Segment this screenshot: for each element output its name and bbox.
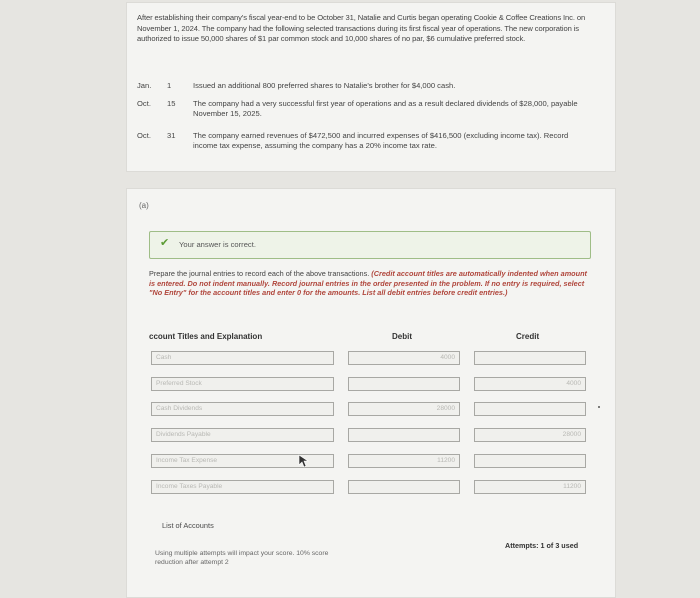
account-title-field[interactable]: Cash Dividends: [151, 402, 334, 416]
credit-amount-field[interactable]: [474, 402, 586, 416]
credit-amount-field[interactable]: [474, 351, 586, 365]
transaction-day: 1: [167, 81, 172, 90]
checkmark-icon: ✔: [160, 237, 170, 249]
instructions-emphasis: (Credit account titles are automatically indented when amount is entered. Do not indent manually. Record journal entries in the order presented in the problem. If no entry is required, select "No Entry" for the account titles and enter 0 for the amounts. List all debit entries before credit entries.): [149, 269, 587, 298]
instructions: [149, 269, 589, 298]
transaction-text: Issued an additional 800 preferred shares to Natalie's brother for $4,000 cash.: [193, 81, 456, 90]
transaction-day: 31: [167, 131, 176, 140]
debit-amount-field[interactable]: 4000: [348, 351, 460, 365]
account-title-field[interactable]: Income Tax Expense: [151, 454, 334, 468]
debit-amount-field[interactable]: 11200: [348, 454, 460, 468]
transaction-day: 15: [167, 99, 176, 108]
credit-amount-field[interactable]: 28000: [474, 428, 586, 442]
problem-intro: After establishing their company's fiscal year-end to be October 31, Natalie and Curtis began operating Cookie & Coffee Creations Inc. on November 1, 2024. The company had the following selected transactions during its first fiscal year of operations. The new corporation is authorized to issue 50,000 shares of $1 par common stock and 10,000 shares of no par, $6 cumulative preferred stock.: [137, 13, 586, 44]
account-title-field[interactable]: Dividends Payable: [151, 428, 334, 442]
transaction-month: Jan.: [137, 81, 152, 90]
account-column-header: ccount Titles and Explanation: [149, 332, 263, 341]
transaction-month: Oct.: [137, 131, 151, 140]
credit-amount-field[interactable]: [474, 454, 586, 468]
debit-amount-field[interactable]: [348, 377, 460, 391]
answer-card: [126, 188, 616, 598]
transaction-text: The company earned revenues of $472,500 and incurred expenses of $416,500 (excluding income tax). Record income tax expense, assuming the company has a 20% income tax rate.: [193, 131, 569, 151]
account-title-field[interactable]: Preferred Stock: [151, 377, 334, 391]
feedback-banner: [149, 231, 591, 259]
instructions-text: Prepare the journal entries to record each of the above transactions.: [149, 269, 372, 278]
account-title-field[interactable]: Cash: [151, 351, 334, 365]
attempt-note: Using multiple attempts will impact your score. 10% score reduction after attempt 2: [155, 550, 329, 567]
account-title-field[interactable]: Income Taxes Payable: [151, 480, 334, 494]
cursor-arrow-icon: [298, 454, 310, 468]
debit-amount-field[interactable]: 28000: [348, 402, 460, 416]
credit-amount-field[interactable]: 11200: [474, 480, 586, 494]
credit-amount-field[interactable]: 4000: [474, 377, 586, 391]
attempts-counter: Attempts: 1 of 3 used: [505, 541, 579, 550]
problem-card: [126, 2, 616, 172]
part-label: (a): [139, 201, 149, 210]
transaction-month: Oct.: [137, 99, 151, 108]
indicator-dot: [598, 406, 600, 408]
credit-column-header: Credit: [516, 332, 540, 341]
list-of-accounts-link[interactable]: List of Accounts: [162, 521, 214, 530]
feedback-text: Your answer is correct.: [179, 240, 256, 249]
transaction-text: The company had a very successful first year of operations and as a result declared dividends of $28,000, payable November 15, 2025.: [193, 99, 578, 119]
debit-amount-field[interactable]: [348, 480, 460, 494]
debit-amount-field[interactable]: [348, 428, 460, 442]
debit-column-header: Debit: [392, 332, 412, 341]
